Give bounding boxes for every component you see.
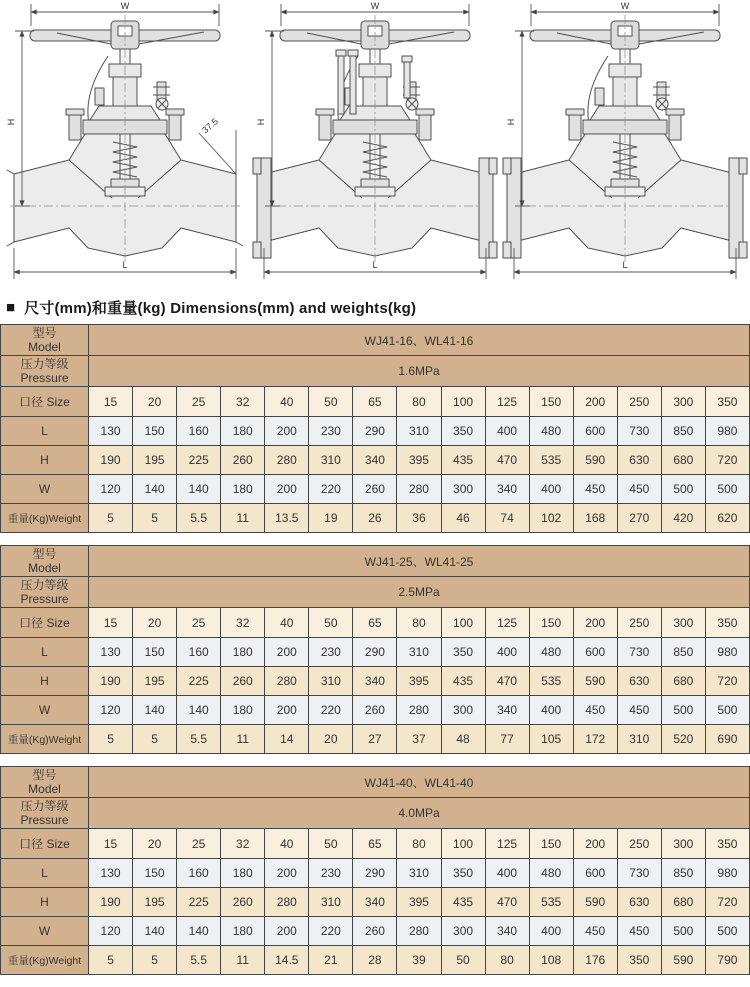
- size-value: 50: [309, 829, 353, 859]
- size-label: 口径 Size: [1, 608, 89, 638]
- pressure-value: 2.5MPa: [89, 577, 750, 608]
- size-value: 100: [441, 608, 485, 638]
- W-value: 500: [705, 917, 749, 946]
- weight-label: 重量(Kg)Weight: [1, 504, 89, 533]
- W-value: 340: [485, 475, 529, 504]
- size-value: 250: [617, 829, 661, 859]
- H-value: 260: [221, 446, 265, 475]
- row-model: [1, 767, 750, 798]
- size-value: 25: [177, 829, 221, 859]
- W-value: 220: [309, 475, 353, 504]
- H-value: 195: [133, 446, 177, 475]
- size-value: 32: [221, 608, 265, 638]
- L-value: 150: [133, 859, 177, 888]
- H-value: 630: [617, 446, 661, 475]
- W-value: 180: [221, 917, 265, 946]
- size-value: 300: [661, 387, 705, 417]
- H-value: 535: [529, 888, 573, 917]
- L-value: 230: [309, 638, 353, 667]
- W-value: 200: [265, 917, 309, 946]
- W-label: W: [1, 475, 89, 504]
- weight-value: 80: [485, 946, 529, 975]
- model-label: 型号 Model: [1, 767, 89, 798]
- L-value: 150: [133, 638, 177, 667]
- model-label: 型号 Model: [1, 325, 89, 356]
- weight-value: 14: [265, 725, 309, 754]
- H-value: 395: [397, 446, 441, 475]
- weight-value: 5: [89, 725, 133, 754]
- dim-label-h: H: [256, 118, 266, 126]
- size-value: 32: [221, 387, 265, 417]
- row-W: [1, 696, 750, 725]
- L-value: 850: [661, 417, 705, 446]
- L-value: 980: [705, 859, 749, 888]
- dim-label-h: H: [6, 118, 16, 126]
- W-value: 500: [705, 696, 749, 725]
- W-value: 400: [529, 696, 573, 725]
- L-value: 200: [265, 638, 309, 667]
- size-value: 80: [397, 829, 441, 859]
- weight-value: 350: [617, 946, 661, 975]
- size-label: 口径 Size: [1, 387, 89, 417]
- weight-value: 108: [529, 946, 573, 975]
- H-value: 590: [573, 667, 617, 696]
- L-value: 200: [265, 859, 309, 888]
- L-value: 350: [441, 638, 485, 667]
- weight-value: 27: [353, 725, 397, 754]
- W-label: W: [1, 917, 89, 946]
- size-value: 250: [617, 608, 661, 638]
- row-model: [1, 546, 750, 577]
- H-label: H: [1, 446, 89, 475]
- W-value: 140: [133, 696, 177, 725]
- row-model: [1, 325, 750, 356]
- H-value: 590: [573, 446, 617, 475]
- valve-drawing-butt-weld: [0, 0, 250, 290]
- L-value: 230: [309, 859, 353, 888]
- H-value: 225: [177, 446, 221, 475]
- L-value: 130: [89, 417, 133, 446]
- size-value: 300: [661, 608, 705, 638]
- W-value: 500: [661, 917, 705, 946]
- H-value: 535: [529, 667, 573, 696]
- L-value: 160: [177, 638, 221, 667]
- row-pressure: [1, 577, 750, 608]
- row-H: [1, 667, 750, 696]
- W-value: 300: [441, 696, 485, 725]
- L-value: 130: [89, 859, 133, 888]
- W-value: 120: [89, 917, 133, 946]
- row-H: [1, 446, 750, 475]
- weight-value: 50: [441, 946, 485, 975]
- size-value: 350: [705, 387, 749, 417]
- H-value: 190: [89, 667, 133, 696]
- H-label: H: [1, 667, 89, 696]
- weight-value: 105: [529, 725, 573, 754]
- L-value: 180: [221, 859, 265, 888]
- L-value: 290: [353, 859, 397, 888]
- row-L: [1, 859, 750, 888]
- size-value: 125: [485, 608, 529, 638]
- H-value: 470: [485, 446, 529, 475]
- dim-label-w: W: [120, 1, 130, 11]
- globe-valve-body: [260, 15, 490, 262]
- W-value: 500: [661, 475, 705, 504]
- section-title: 尺寸(mm)和重量(kg) Dimensions(mm) and weights(kg): [24, 299, 417, 317]
- H-value: 280: [265, 667, 309, 696]
- W-value: 450: [573, 696, 617, 725]
- row-pressure: [1, 798, 750, 829]
- W-value: 340: [485, 917, 529, 946]
- weight-value: 46: [441, 504, 485, 533]
- L-value: 230: [309, 417, 353, 446]
- dimension-tables-section: [0, 324, 750, 975]
- size-value: 20: [133, 829, 177, 859]
- H-value: 535: [529, 446, 573, 475]
- weight-value: 28: [353, 946, 397, 975]
- weight-value: 168: [573, 504, 617, 533]
- H-value: 435: [441, 888, 485, 917]
- L-value: 850: [661, 638, 705, 667]
- size-value: 15: [89, 387, 133, 417]
- W-value: 140: [177, 475, 221, 504]
- W-value: 220: [309, 696, 353, 725]
- H-value: 340: [353, 446, 397, 475]
- L-value: 350: [441, 859, 485, 888]
- size-value: 40: [265, 829, 309, 859]
- weight-value: 5: [89, 946, 133, 975]
- model-value: WJ41-25、WL41-25: [89, 546, 750, 577]
- size-value: 15: [89, 829, 133, 859]
- weight-value: 520: [661, 725, 705, 754]
- model-label: 型号 Model: [1, 546, 89, 577]
- size-value: 15: [89, 608, 133, 638]
- weight-value: 14.5: [265, 946, 309, 975]
- L-value: 480: [529, 638, 573, 667]
- dim-label-w: W: [620, 1, 630, 11]
- weight-value: 5.5: [177, 504, 221, 533]
- size-value: 40: [265, 387, 309, 417]
- L-value: 130: [89, 638, 133, 667]
- W-value: 220: [309, 917, 353, 946]
- L-value: 600: [573, 859, 617, 888]
- dimension-table-2: [0, 545, 750, 754]
- dim-label-h: H: [506, 118, 516, 126]
- W-value: 450: [573, 917, 617, 946]
- L-value: 310: [397, 638, 441, 667]
- H-value: 195: [133, 888, 177, 917]
- H-value: 630: [617, 888, 661, 917]
- weight-value: 5.5: [177, 946, 221, 975]
- size-value: 25: [177, 387, 221, 417]
- weight-value: 20: [309, 725, 353, 754]
- valve-drawing-flanged-2: [500, 0, 750, 290]
- W-value: 260: [353, 475, 397, 504]
- weight-value: 5: [133, 946, 177, 975]
- W-value: 140: [133, 475, 177, 504]
- valve-drawings-row: [0, 0, 750, 290]
- weight-value: 172: [573, 725, 617, 754]
- pressure-label: 压力等级 Pressure: [1, 356, 89, 387]
- L-value: 290: [353, 417, 397, 446]
- row-W: [1, 475, 750, 504]
- H-value: 435: [441, 667, 485, 696]
- weight-value: 77: [485, 725, 529, 754]
- dimension-table-1: [0, 324, 750, 533]
- weight-value: 11: [221, 946, 265, 975]
- L-value: 730: [617, 859, 661, 888]
- H-value: 720: [705, 446, 749, 475]
- W-value: 450: [617, 917, 661, 946]
- L-value: 480: [529, 417, 573, 446]
- size-value: 200: [573, 608, 617, 638]
- W-label: W: [1, 696, 89, 725]
- L-value: 160: [177, 859, 221, 888]
- W-value: 140: [177, 696, 221, 725]
- size-value: 50: [309, 387, 353, 417]
- size-value: 65: [353, 829, 397, 859]
- weight-value: 420: [661, 504, 705, 533]
- weight-value: 5: [89, 504, 133, 533]
- size-value: 100: [441, 829, 485, 859]
- row-L: [1, 417, 750, 446]
- H-label: H: [1, 888, 89, 917]
- W-value: 340: [485, 696, 529, 725]
- H-value: 225: [177, 888, 221, 917]
- H-value: 720: [705, 667, 749, 696]
- W-value: 180: [221, 475, 265, 504]
- valve-drawing-flanged-1: [250, 0, 500, 290]
- W-value: 500: [705, 475, 749, 504]
- L-value: 180: [221, 417, 265, 446]
- H-value: 190: [89, 446, 133, 475]
- row-W: [1, 917, 750, 946]
- dim-label-l: L: [622, 260, 628, 270]
- H-value: 260: [221, 888, 265, 917]
- L-value: 400: [485, 638, 529, 667]
- size-value: 65: [353, 387, 397, 417]
- W-value: 260: [353, 696, 397, 725]
- dim-label-l: L: [122, 260, 128, 270]
- weight-value: 590: [661, 946, 705, 975]
- weight-value: 310: [617, 725, 661, 754]
- weight-value: 13.5: [265, 504, 309, 533]
- L-value: 400: [485, 417, 529, 446]
- pressure-label: 压力等级 Pressure: [1, 798, 89, 829]
- pressure-label: 压力等级 Pressure: [1, 577, 89, 608]
- W-value: 450: [617, 475, 661, 504]
- weight-value: 5: [133, 725, 177, 754]
- weight-value: 5.5: [177, 725, 221, 754]
- weight-value: 21: [309, 946, 353, 975]
- H-value: 310: [309, 446, 353, 475]
- W-value: 300: [441, 475, 485, 504]
- size-value: 150: [529, 387, 573, 417]
- L-value: 980: [705, 417, 749, 446]
- size-value: 20: [133, 387, 177, 417]
- W-value: 280: [397, 475, 441, 504]
- W-value: 200: [265, 475, 309, 504]
- weight-value: 102: [529, 504, 573, 533]
- globe-valve-body: [10, 15, 240, 262]
- weight-value: 36: [397, 504, 441, 533]
- L-label: L: [1, 638, 89, 667]
- row-H: [1, 888, 750, 917]
- H-value: 190: [89, 888, 133, 917]
- size-value: 80: [397, 608, 441, 638]
- L-value: 150: [133, 417, 177, 446]
- W-value: 200: [265, 696, 309, 725]
- weight-value: 26: [353, 504, 397, 533]
- W-value: 300: [441, 917, 485, 946]
- weight-value: 11: [221, 504, 265, 533]
- weight-value: 39: [397, 946, 441, 975]
- W-value: 400: [529, 917, 573, 946]
- H-value: 470: [485, 888, 529, 917]
- square-bullet-icon: ■: [6, 298, 16, 316]
- weight-label: 重量(Kg)Weight: [1, 946, 89, 975]
- weight-value: 48: [441, 725, 485, 754]
- size-value: 200: [573, 829, 617, 859]
- weight-value: 790: [705, 946, 749, 975]
- row-size: [1, 829, 750, 859]
- H-value: 435: [441, 446, 485, 475]
- W-value: 140: [177, 917, 221, 946]
- L-value: 310: [397, 859, 441, 888]
- size-value: 40: [265, 608, 309, 638]
- weight-value: 176: [573, 946, 617, 975]
- L-value: 600: [573, 638, 617, 667]
- size-value: 50: [309, 608, 353, 638]
- size-value: 100: [441, 387, 485, 417]
- size-value: 200: [573, 387, 617, 417]
- size-value: 350: [705, 608, 749, 638]
- W-value: 260: [353, 917, 397, 946]
- weight-value: 37: [397, 725, 441, 754]
- W-value: 400: [529, 475, 573, 504]
- weight-value: 690: [705, 725, 749, 754]
- size-value: 25: [177, 608, 221, 638]
- size-value: 150: [529, 829, 573, 859]
- row-L: [1, 638, 750, 667]
- size-value: 350: [705, 829, 749, 859]
- size-value: 32: [221, 829, 265, 859]
- H-value: 680: [661, 446, 705, 475]
- L-value: 400: [485, 859, 529, 888]
- dim-label-l: L: [372, 260, 378, 270]
- size-value: 20: [133, 608, 177, 638]
- H-value: 395: [397, 667, 441, 696]
- W-value: 450: [617, 696, 661, 725]
- L-value: 310: [397, 417, 441, 446]
- L-value: 980: [705, 638, 749, 667]
- W-value: 500: [661, 696, 705, 725]
- H-value: 225: [177, 667, 221, 696]
- size-value: 300: [661, 829, 705, 859]
- L-value: 160: [177, 417, 221, 446]
- L-value: 180: [221, 638, 265, 667]
- H-value: 630: [617, 667, 661, 696]
- pressure-value: 4.0MPa: [89, 798, 750, 829]
- L-value: 730: [617, 417, 661, 446]
- L-value: 290: [353, 638, 397, 667]
- dim-label-w: W: [370, 1, 380, 11]
- weight-value: 270: [617, 504, 661, 533]
- weight-value: 74: [485, 504, 529, 533]
- L-value: 730: [617, 638, 661, 667]
- H-value: 720: [705, 888, 749, 917]
- L-value: 600: [573, 417, 617, 446]
- L-label: L: [1, 859, 89, 888]
- H-value: 280: [265, 888, 309, 917]
- W-value: 120: [89, 696, 133, 725]
- size-value: 125: [485, 829, 529, 859]
- row-weight: [1, 504, 750, 533]
- H-value: 680: [661, 667, 705, 696]
- globe-valve-body: [510, 15, 740, 262]
- dimension-table-3: [0, 766, 750, 975]
- weight-value: 620: [705, 504, 749, 533]
- weight-label: 重量(Kg)Weight: [1, 725, 89, 754]
- size-label: 口径 Size: [1, 829, 89, 859]
- row-pressure: [1, 356, 750, 387]
- H-value: 590: [573, 888, 617, 917]
- H-value: 680: [661, 888, 705, 917]
- W-value: 120: [89, 475, 133, 504]
- row-size: [1, 608, 750, 638]
- W-value: 280: [397, 696, 441, 725]
- H-value: 340: [353, 667, 397, 696]
- weight-value: 19: [309, 504, 353, 533]
- row-weight: [1, 725, 750, 754]
- L-value: 480: [529, 859, 573, 888]
- model-value: WJ41-16、WL41-16: [89, 325, 750, 356]
- size-value: 250: [617, 387, 661, 417]
- size-value: 80: [397, 387, 441, 417]
- row-size: [1, 387, 750, 417]
- dim-label-angle: 37.5: [200, 116, 221, 136]
- H-value: 395: [397, 888, 441, 917]
- H-value: 195: [133, 667, 177, 696]
- size-value: 125: [485, 387, 529, 417]
- weight-value: 11: [221, 725, 265, 754]
- H-value: 340: [353, 888, 397, 917]
- H-value: 260: [221, 667, 265, 696]
- L-label: L: [1, 417, 89, 446]
- W-value: 450: [573, 475, 617, 504]
- size-value: 65: [353, 608, 397, 638]
- pressure-value: 1.6MPa: [89, 356, 750, 387]
- L-value: 850: [661, 859, 705, 888]
- L-value: 350: [441, 417, 485, 446]
- W-value: 280: [397, 917, 441, 946]
- W-value: 180: [221, 696, 265, 725]
- model-value: WJ41-40、WL41-40: [89, 767, 750, 798]
- L-value: 200: [265, 417, 309, 446]
- row-weight: [1, 946, 750, 975]
- W-value: 140: [133, 917, 177, 946]
- weight-value: 5: [133, 504, 177, 533]
- H-value: 280: [265, 446, 309, 475]
- H-value: 310: [309, 888, 353, 917]
- section-heading: [6, 297, 750, 317]
- H-value: 310: [309, 667, 353, 696]
- size-value: 150: [529, 608, 573, 638]
- H-value: 470: [485, 667, 529, 696]
